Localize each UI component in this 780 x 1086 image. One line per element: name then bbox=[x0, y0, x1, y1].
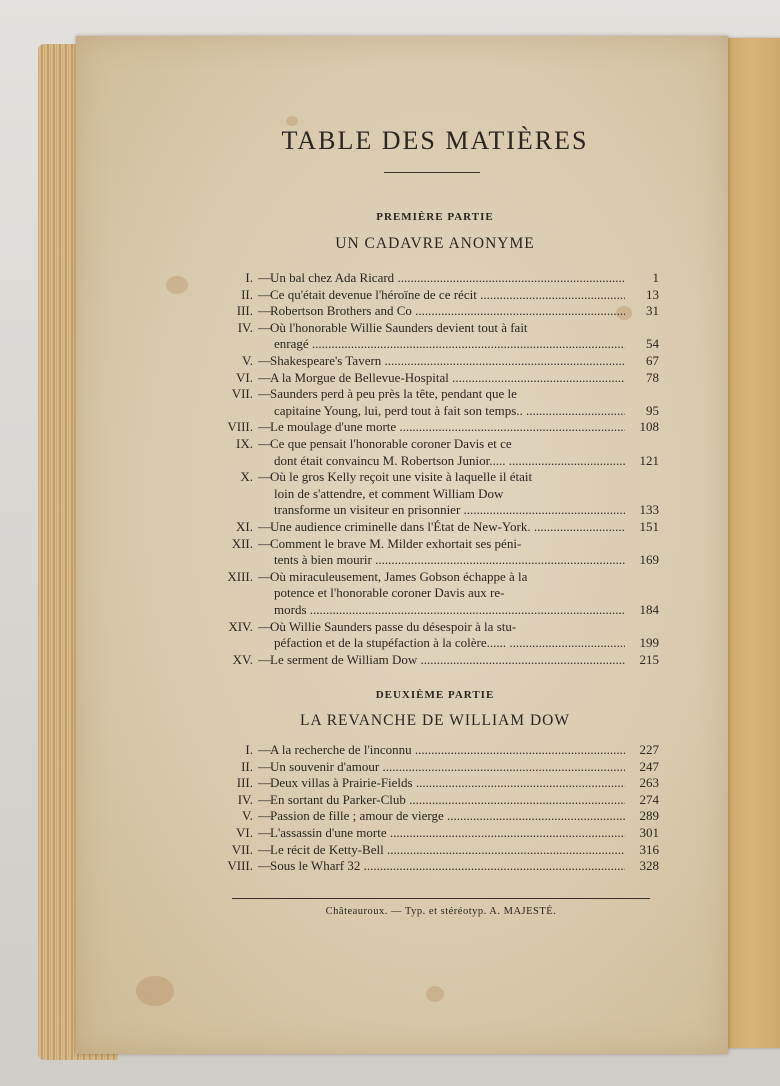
chapter-title-line: Ce que pensait l'honorable coroner Davis et ce bbox=[270, 436, 512, 451]
chapter-title-line: mords ..... bbox=[274, 602, 625, 618]
chapter-title-line: transforme un visiteur en prisonnier ..... bbox=[274, 502, 625, 518]
chapter-title-line: capitaine Young, lui, perd tout à fait son temps.. ..... bbox=[274, 403, 625, 419]
chapter-title-line: Robertson Brothers and Co ..... bbox=[270, 303, 625, 319]
chapter-title-line: Une audience criminelle dans l'État de New-York. ..... bbox=[270, 519, 625, 535]
toc-entry bbox=[200, 536, 665, 569]
chapter-number: II. bbox=[241, 286, 253, 302]
part-title: LA REVANCHE DE WILLIAM DOW bbox=[300, 712, 570, 729]
toc-entry bbox=[200, 386, 665, 419]
chapter-page-number: 1 bbox=[652, 270, 659, 285]
chapter-title-line: Le serment de William Dow ..... bbox=[270, 652, 625, 668]
chapter-page-number: 289 bbox=[639, 808, 659, 824]
toc-entry bbox=[200, 569, 665, 619]
chapter-dash: — bbox=[258, 651, 271, 667]
chapter-dash: — bbox=[258, 858, 271, 874]
chapter-number: I. bbox=[245, 742, 253, 757]
chapter-page-number: 328 bbox=[639, 858, 659, 874]
chapter-title-line: A la recherche de l'inconnu ..... bbox=[270, 742, 625, 758]
chapter-number: XV. bbox=[232, 651, 253, 667]
chapter-page-number: 215 bbox=[639, 651, 659, 667]
chapter-page-number: 108 bbox=[639, 419, 659, 435]
toc-entry bbox=[200, 775, 665, 792]
page-title: TABLE DES MATIÈRES bbox=[281, 126, 589, 155]
chapter-number: II. bbox=[241, 758, 253, 774]
chapter-page-number: 274 bbox=[639, 791, 659, 807]
toc-entry bbox=[200, 303, 665, 320]
chapter-dash: — bbox=[258, 469, 271, 485]
chapter-title-line: Le récit de Ketty-Bell ..... bbox=[270, 842, 625, 858]
chapter-title-line: Où miraculeusement, James Gobson échappe à la bbox=[270, 568, 528, 584]
chapter-title-line: potence et l'honorable coroner Davis aux re- bbox=[274, 585, 505, 601]
toc-entry bbox=[200, 320, 665, 353]
chapter-number: IV. bbox=[237, 791, 253, 807]
chapter-number: XI. bbox=[236, 519, 253, 534]
chapter-title-line: Où Willie Saunders passe du désespoir à la stu- bbox=[270, 618, 517, 634]
chapter-title-line: loin de s'attendre, et comment William Dow bbox=[274, 485, 504, 501]
toc-entry bbox=[200, 619, 665, 652]
part-title: UN CADAVRE ANONYME bbox=[335, 235, 535, 252]
part-label: DEUXIÈME PARTIE bbox=[375, 689, 495, 701]
toc-entry bbox=[200, 419, 665, 436]
chapter-number: VIII. bbox=[227, 419, 253, 435]
toc-entry bbox=[200, 759, 665, 776]
chapter-number: IX. bbox=[236, 436, 253, 451]
title-rule bbox=[384, 172, 480, 173]
chapter-number: X. bbox=[240, 469, 253, 485]
chapter-number: VI. bbox=[236, 369, 253, 385]
chapter-title-line: péfaction et de la stupéfaction à la colère...... ..... bbox=[274, 635, 625, 651]
toc-entry bbox=[200, 842, 665, 859]
chapter-dash: — bbox=[258, 841, 271, 857]
toc-entry bbox=[200, 808, 665, 825]
chapter-page-number: 199 bbox=[639, 635, 659, 651]
printer-footer: Châteauroux. — Typ. et stéréotyp. A. MAJESTÉ. bbox=[325, 906, 557, 917]
toc-entry bbox=[200, 825, 665, 842]
chapter-number: III. bbox=[236, 775, 253, 791]
chapter-title-line: Shakespeare's Tavern ..... bbox=[270, 353, 625, 369]
chapter-dash: — bbox=[258, 419, 271, 435]
chapter-dash: — bbox=[258, 742, 271, 757]
toc-entry bbox=[200, 469, 665, 519]
chapter-dash: — bbox=[258, 303, 271, 319]
chapter-title-line: dont était convaincu M. Robertson Junior..... ..... bbox=[274, 453, 625, 469]
chapter-number: VII. bbox=[231, 841, 253, 857]
toc-entry bbox=[200, 652, 665, 669]
chapter-page-number: 133 bbox=[639, 502, 659, 518]
chapter-number: XIV. bbox=[228, 618, 253, 634]
chapter-dash: — bbox=[258, 791, 271, 807]
chapter-number: VII. bbox=[231, 386, 253, 402]
toc-entry bbox=[200, 519, 665, 536]
chapter-dash: — bbox=[258, 353, 271, 368]
chapter-number: V. bbox=[242, 353, 253, 368]
chapter-page-number: 169 bbox=[639, 552, 659, 568]
chapter-dash: — bbox=[258, 369, 271, 385]
toc-entry bbox=[200, 858, 665, 875]
chapter-title-line: Sous le Wharf 32 ..... bbox=[270, 858, 625, 874]
chapter-title-line: enragé ..... bbox=[274, 336, 625, 352]
part-label: PREMIÈRE PARTIE bbox=[376, 211, 494, 223]
chapter-title-line: Saunders perd à peu près la tête, pendant que le bbox=[270, 386, 517, 402]
chapter-dash: — bbox=[258, 436, 271, 451]
chapter-dash: — bbox=[258, 618, 271, 634]
toc-entry bbox=[200, 792, 665, 809]
chapter-page-number: 67 bbox=[646, 353, 659, 368]
chapter-page-number: 184 bbox=[639, 601, 659, 617]
chapter-number: XIII. bbox=[227, 568, 253, 584]
chapter-page-number: 227 bbox=[639, 742, 659, 757]
chapter-dash: — bbox=[258, 808, 271, 824]
chapter-title-line: Où le gros Kelly reçoit une visite à laquelle il était bbox=[270, 469, 533, 485]
chapter-page-number: 78 bbox=[646, 369, 659, 385]
chapter-dash: — bbox=[258, 386, 271, 402]
chapter-number: VI. bbox=[236, 825, 253, 840]
chapter-title-line: Un souvenir d'amour ..... bbox=[270, 759, 625, 775]
chapter-page-number: 95 bbox=[646, 402, 659, 418]
chapter-title-line: Ce qu'était devenue l'héroïne de ce récit ..... bbox=[270, 287, 625, 303]
chapter-dash: — bbox=[258, 270, 271, 285]
chapter-title-line: Où l'honorable Willie Saunders devient tout à fait bbox=[270, 319, 528, 335]
chapter-number: III. bbox=[236, 303, 253, 319]
toc-entry bbox=[200, 370, 665, 387]
chapter-dash: — bbox=[258, 286, 271, 302]
footer-rule bbox=[232, 898, 650, 899]
chapter-page-number: 316 bbox=[639, 841, 659, 857]
chapter-dash: — bbox=[258, 825, 271, 840]
chapter-page-number: 31 bbox=[646, 303, 659, 319]
chapter-dash: — bbox=[258, 775, 271, 791]
chapter-title-line: L'assassin d'une morte ..... bbox=[270, 825, 625, 841]
toc-entry bbox=[200, 353, 665, 370]
chapter-number: V. bbox=[242, 808, 253, 824]
chapter-dash: — bbox=[258, 535, 271, 551]
chapter-page-number: 151 bbox=[639, 519, 659, 534]
chapter-title-line: Le moulage d'une morte ..... bbox=[270, 419, 625, 435]
chapter-title-line: A la Morgue de Bellevue-Hospital ..... bbox=[270, 370, 625, 386]
chapter-page-number: 13 bbox=[646, 286, 659, 302]
toc-entry bbox=[200, 436, 665, 469]
chapter-dash: — bbox=[258, 319, 271, 335]
chapter-title-line: En sortant du Parker-Club ..... bbox=[270, 792, 625, 808]
chapter-title-line: tents à bien mourir ..... bbox=[274, 552, 625, 568]
chapter-page-number: 301 bbox=[639, 825, 659, 840]
chapter-page-number: 247 bbox=[639, 758, 659, 774]
chapter-dash: — bbox=[258, 758, 271, 774]
toc-entry bbox=[200, 742, 665, 759]
toc-entry bbox=[200, 270, 665, 287]
chapter-number: VIII. bbox=[227, 858, 253, 874]
chapter-number: XII. bbox=[231, 535, 253, 551]
chapter-page-number: 121 bbox=[639, 452, 659, 468]
chapter-title-line: Comment le brave M. Milder exhortait ses péni- bbox=[270, 535, 522, 551]
chapter-dash: — bbox=[258, 568, 271, 584]
chapter-page-number: 54 bbox=[646, 336, 659, 352]
chapter-number: IV. bbox=[237, 319, 253, 335]
chapter-page-number: 263 bbox=[639, 775, 659, 791]
chapter-dash: — bbox=[258, 519, 271, 534]
chapter-title-line: Passion de fille ; amour de vierge ..... bbox=[270, 808, 625, 824]
toc-entry bbox=[200, 287, 665, 304]
chapter-title-line: Deux villas à Prairie-Fields ..... bbox=[270, 775, 625, 791]
chapter-number: I. bbox=[245, 270, 253, 285]
chapter-title-line: Un bal chez Ada Ricard ..... bbox=[270, 270, 625, 286]
